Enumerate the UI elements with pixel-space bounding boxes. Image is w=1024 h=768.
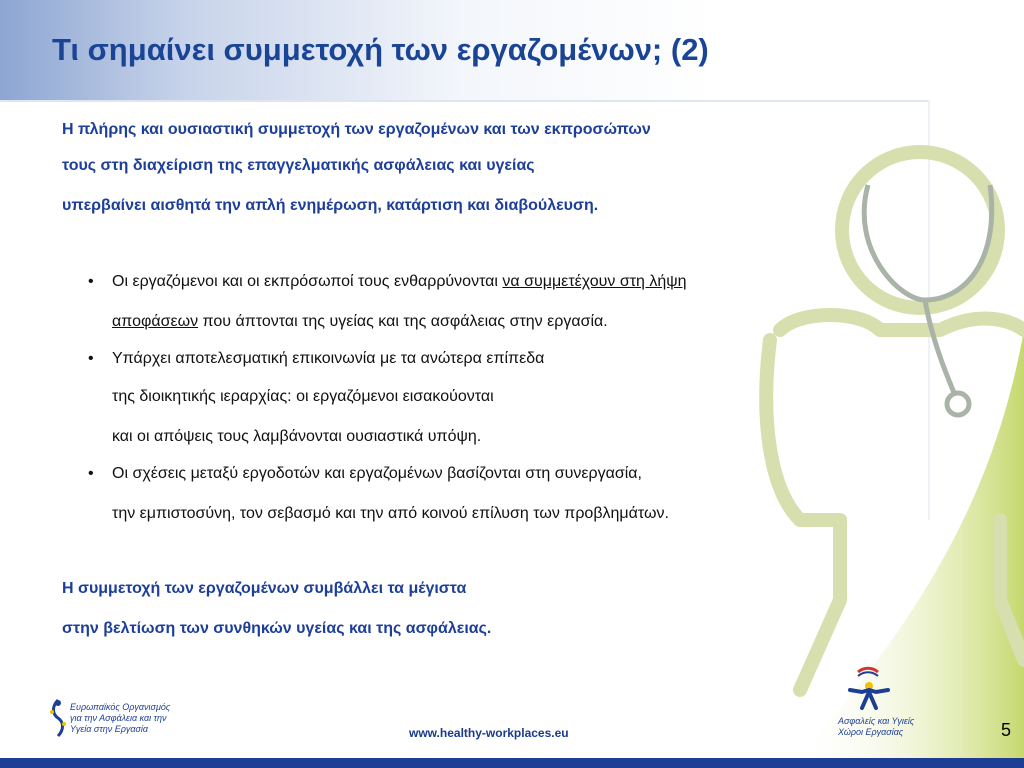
footer-bar xyxy=(0,758,1024,768)
healthy-workplaces-campaign-logo-icon xyxy=(842,664,894,712)
bullet-line xyxy=(112,273,687,291)
bullet-text: που άπτονται της υγείας και της ασφάλειας στην εργασία. xyxy=(198,313,608,330)
green-accent-shape xyxy=(790,330,1024,768)
intro-line: τους στη διαχείριση της επαγγελματικής ασφάλειας και υγείας xyxy=(62,157,535,174)
bullet-marker: • xyxy=(88,273,94,290)
slide-title: Τι σημαίνει συμμετοχή των εργαζομένων; (2) xyxy=(52,32,709,67)
bullet-line: Υπάρχει αποτελεσματική επικοινωνία με τα ανώτερα επίπεδα xyxy=(112,350,545,367)
campaign-logo-line: Ασφαλείς και Υγιείς xyxy=(838,716,915,726)
agency-logo-line: για την Ασφάλεια και την xyxy=(70,713,167,723)
bullet-line: και οι απόψεις τους λαμβάνονται ουσιαστικά υπόψη. xyxy=(112,428,482,445)
agency-logo-line: Ευρωπαϊκός Οργανισμός xyxy=(70,702,171,712)
underlined-phrase: αποφάσεων xyxy=(112,313,199,330)
bullet-marker: • xyxy=(88,350,94,367)
agency-logo-text xyxy=(70,702,170,735)
underlined-phrase: να συμμετέχουν στη λήψη xyxy=(502,273,687,290)
bullet-line: Οι σχέσεις μεταξύ εργοδοτών και εργαζομένων βασίζονται στη συνεργασία, xyxy=(112,465,642,482)
bullet-line xyxy=(112,313,608,331)
intro-line: υπερβαίνει αισθητά την απλή ενημέρωση, κατάρτιση και διαβούλευση. xyxy=(62,197,599,214)
campaign-logo-line: Χώροι Εργασίας xyxy=(838,727,904,737)
bullet-line: της διοικητικής ιεραρχίας: οι εργαζόμενοι εισακούονται xyxy=(112,388,494,405)
agency-logo-line: Υγεία στην Εργασία xyxy=(70,724,149,734)
intro-line: Η πλήρης και ουσιαστική συμμετοχή των εργαζομένων και των εκπροσώπων xyxy=(62,121,651,138)
campaign-logo-text xyxy=(838,716,915,738)
eu-osha-agency-logo-icon xyxy=(46,698,70,738)
conclusion-line: Η συμμετοχή των εργαζομένων συμβάλλει τα μέγιστα xyxy=(62,580,467,597)
bullet-marker: • xyxy=(88,465,94,482)
page-number: 5 xyxy=(1001,720,1012,740)
bullet-text: Οι εργαζόμενοι και οι εκπρόσωποί τους ενθαρρύνονται xyxy=(112,273,503,290)
bullet-line: την εμπιστοσύνη, τον σεβασμό και την από κοινού επίλυση των προβλημάτων. xyxy=(112,505,669,522)
conclusion-line: στην βελτίωση των συνθηκών υγείας και της ασφάλειας. xyxy=(62,620,492,637)
footer-url: www.healthy-workplaces.eu xyxy=(409,726,569,740)
